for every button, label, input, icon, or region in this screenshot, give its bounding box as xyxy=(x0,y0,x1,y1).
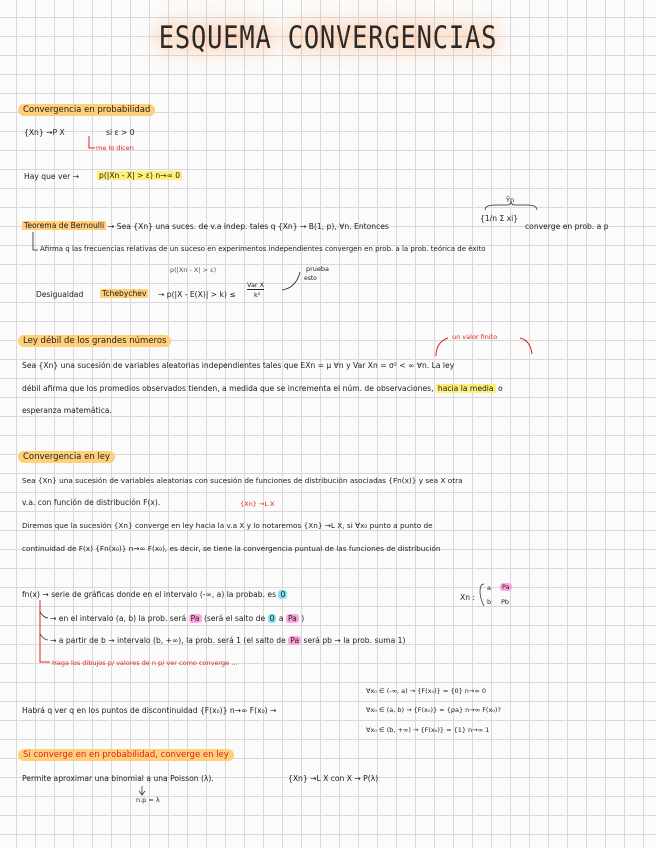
ley-debil-annotation: un valor finito xyxy=(452,333,498,341)
prob-condition: si ε > 0 xyxy=(106,128,135,137)
fn-line3-a: → a partir de b → intervalo (b, +∞), la prob. será 1 (el salto de xyxy=(50,636,286,645)
bernoulli-label: Teorema de Bernoulli xyxy=(24,221,105,230)
cheb-formula: → p(|X - E(X)| > k) ≤ xyxy=(158,290,236,299)
ley-line2: v.a. con función de distribución F(x). xyxy=(22,498,161,507)
prob-note: me lo dicen xyxy=(96,144,134,152)
fn-line2-c: a xyxy=(278,614,284,623)
bernoulli-affirm-arrow xyxy=(33,232,38,250)
cheb-proof2: esto xyxy=(304,275,317,282)
habra-text: Habrá q ver q en los puntos de discontinuidad {F(x₀)} n→∞ F(x₀) → xyxy=(22,706,277,715)
ley-line4: continuidad de F(x) {Fn(x₀)} n→∞ F(x₀), es decir, se tiene la convergencia puntual de las funciones de distribución xyxy=(22,544,441,553)
section-header-final: Si converge en en probabilidad, converge en ley xyxy=(18,749,234,761)
red-bracket-prob xyxy=(89,136,95,148)
cheb-num: Var X xyxy=(247,281,265,289)
ley-debil-line2-a: débil afirma que los promedios observados tienden, a medida que se incrementa el núm. de observaciones, xyxy=(22,384,434,393)
ley-line1: Sea {Xn} una sucesión de variables aleatorias con sucesión de funciones de distribución asociadas {Fn(x)} y sea X otra xyxy=(22,476,463,485)
final-formula: {Xn} →L X con X → P(λ) xyxy=(288,774,379,783)
final-line: Permite aproximar una binomial a una Poisson (λ). xyxy=(22,774,214,783)
red-arrow-mu xyxy=(436,338,448,356)
ley-annotation: {Xn} →L X xyxy=(240,500,275,508)
bernoulli-conclusion: converge en prob. a p xyxy=(525,222,609,231)
prob-notation: {Xn} →P X xyxy=(24,128,65,137)
final-below: n.p = λ xyxy=(136,796,160,804)
page-title: ESQUEMA CONVERGENCIAS xyxy=(158,20,498,56)
fn-zero: 0 xyxy=(280,590,286,599)
brace-ybar xyxy=(485,201,537,210)
fn-pa: Pa xyxy=(190,614,200,623)
fn-side-xn: Xn : xyxy=(460,593,475,602)
fn-side-b: b xyxy=(487,598,492,606)
fn-zero-2: 0 xyxy=(269,614,275,623)
cheb-label: Desigualdad xyxy=(36,290,84,299)
fn-side-pb: Pb xyxy=(501,598,510,606)
prob-formula: p(|Xn - X| > ε) n→∞ 0 xyxy=(99,171,181,180)
fn-red-bracket xyxy=(40,600,50,662)
fn-side-a: a xyxy=(487,584,491,592)
binomial-arrow xyxy=(139,786,145,795)
prob-line: Hay que ver → xyxy=(24,172,80,181)
section-header-probabilidad: Convergencia en probabilidad xyxy=(18,104,155,116)
fn-side-pa: Pa xyxy=(502,583,510,591)
ley-debil-highlight: hacia la media xyxy=(437,384,494,393)
ley-line3: Diremos que la sucesión {Xn} converge en ley hacia la v.a X y lo notaremos {Xn} →L X, si ∀x₀ punto a punto de xyxy=(22,521,433,530)
fn-line2-b: (será el salto de xyxy=(203,614,266,623)
fn-line2-d: ) xyxy=(301,614,305,623)
fn-note: Haga los dibujos p/ valores de n p/ ver como converge ... xyxy=(52,659,238,667)
cheb-den: k² xyxy=(254,291,261,299)
section-header-ley-debil: Ley débil de los grandes números xyxy=(18,335,171,347)
ley-debil-line1: Sea {Xn} una sucesión de variables aleatorias independientes tales que EXn = μ ∀n y Var Xn = σ² < ∞ ∀n. La ley xyxy=(22,361,455,370)
xn-brace xyxy=(480,584,484,606)
cheb-above: p(|Xn - X| > ε) xyxy=(170,266,217,274)
section-header-ley: Convergencia en ley xyxy=(18,451,115,463)
red-arrow-sigma xyxy=(520,338,532,354)
fn-pa-2: Pa xyxy=(287,614,297,623)
fn-line1-text: fn(x) → serie de gráficas donde en el intervalo (-∞, a) la probab. es xyxy=(22,590,277,599)
habra-r3: ∀x₀ ∈ (b, +∞) → {F(x₀)} = {1} n→∞ 1 xyxy=(366,726,490,734)
fn-arrow-2 xyxy=(40,634,48,640)
bernoulli-text: → Sea {Xn} una suces. de v.a indep. tales q {Xn} → B(1, p), ∀n. Entonces xyxy=(108,222,389,231)
cheb-name: Tchebychev xyxy=(102,289,147,298)
cheb-proof: prueba xyxy=(306,265,330,273)
ley-debil-line3: esperanza matemática. xyxy=(22,406,112,415)
bernoulli-affirm: Afirma q las frecuencias relativas de un suceso en experimentos independientes convergen en prob. a la prob. teórica de éxito xyxy=(40,245,486,253)
fn-pa-3: Pa xyxy=(290,636,300,645)
prueba-arrow xyxy=(282,272,300,290)
bernoulli-ybar: Ȳn xyxy=(506,196,515,204)
habra-r1: ∀x₀ ∈ (-∞, a) → {F(x₀)} = {0} n→∞ 0 xyxy=(366,687,486,695)
fn-line3-b: será pb → la prob. suma 1) xyxy=(303,636,406,645)
fn-arrow-1 xyxy=(40,612,48,618)
fn-line2-a: → en el intervalo (a, b) la prob. será xyxy=(50,614,187,623)
habra-r2: ∀x₀ ∈ (a, b) → {F(x₀)} = {pa} n→∞ F(x₀)? xyxy=(366,706,501,714)
ley-debil-line2-b: o xyxy=(498,384,503,393)
bernoulli-expr: {1/n Σ xi} xyxy=(480,214,519,223)
